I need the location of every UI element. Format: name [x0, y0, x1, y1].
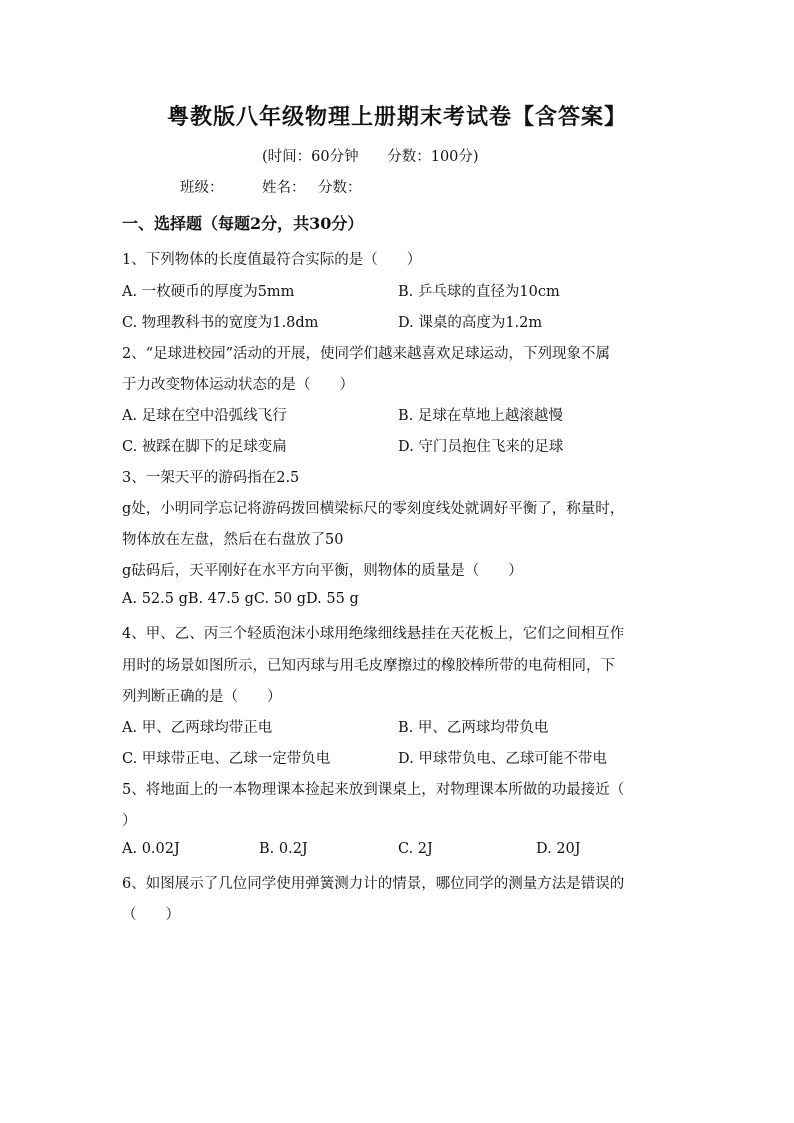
question-3-options: A. 52.5 gB. 47.5 gC. 50 gD. 55 g — [122, 591, 359, 607]
question-5-option-b: B. 0.2J — [259, 841, 308, 857]
question-1-option-a: A. 一枚硬币的厚度为5mm — [122, 284, 295, 300]
question-3-stem-line-2: g处，小明同学忘记将游码拨回横梁标尺的零刻度线处就调好平衡了，称量时， — [122, 501, 625, 517]
question-5-option-d: D. 20J — [536, 841, 581, 857]
question-6-stem-line-2: （ ） — [122, 907, 180, 923]
student-info-line — [180, 176, 362, 197]
score-label: 分数： — [318, 180, 362, 196]
question-2-option-b: B. 足球在草地上越滚越慢 — [398, 408, 563, 424]
question-5-option-a: A. 0.02J — [122, 841, 180, 857]
question-4-option-b: B. 甲、乙两球均带负电 — [398, 720, 549, 736]
question-4-stem-line-3: 列判断正确的是（ ） — [122, 689, 282, 705]
question-1-option-b: B. 乒乓球的直径为10cm — [398, 284, 560, 300]
question-5-stem-line-1: 5、将地面上的一本物理课本捡起来放到课桌上，对物理课本所做的功最接近（ — [122, 782, 625, 798]
question-2-option-a: A. 足球在空中沿弧线飞行 — [122, 408, 287, 424]
question-3-stem-line-4: g砝码后，天平刚好在水平方向平衡，则物体的质量是（ ） — [122, 563, 523, 579]
question-2-stem-line-2: 于力改变物体运动状态的是（ ） — [122, 377, 354, 393]
name-label: 姓名： — [262, 180, 306, 196]
time-info: (时间：60分钟 — [262, 149, 359, 165]
question-3-stem-line-3: 物体放在左盘，然后在右盘放了50 — [122, 532, 344, 548]
question-1-option-c: C. 物理教科书的宽度为1.8dm — [122, 315, 319, 331]
question-4-option-d: D. 甲球带负电、乙球可能不带电 — [398, 751, 607, 767]
exam-meta — [262, 145, 479, 166]
question-3-stem-line-1: 3、一架天平的游码指在2.5 — [122, 470, 300, 486]
question-2-option-c: C. 被踩在脚下的足球变扁 — [122, 439, 287, 455]
question-1-option-d: D. 课桌的高度为1.2m — [398, 315, 543, 331]
question-1-stem: 1、下列物体的长度值最符合实际的是（ ） — [122, 252, 422, 268]
question-2-stem-line-1: 2、“足球进校园”活动的开展，使同学们越来越喜欢足球运动，下列现象不属 — [122, 346, 611, 362]
class-label: 班级： — [180, 180, 224, 196]
question-6-stem-line-1: 6、如图展示了几位同学使用弹簧测力计的情景，哪位同学的测量方法是错误的 — [122, 876, 625, 892]
score-info: 分数：100分) — [387, 149, 479, 165]
question-4-option-c: C. 甲球带正电、乙球一定带负电 — [122, 751, 331, 767]
section-heading: 一、选择题（每题2分，共30分） — [122, 214, 364, 233]
question-4-stem-line-1: 4、甲、乙、丙三个轻质泡沫小球用绝缘细线悬挂在天花板上，它们之间相互作 — [122, 626, 625, 642]
question-5-stem-line-2: ） — [122, 813, 137, 829]
question-5-option-c: C. 2J — [398, 841, 433, 857]
question-4-option-a: A. 甲、乙两球均带正电 — [122, 720, 273, 736]
question-4-stem-line-2: 用时的场景如图所示，已知丙球与用毛皮摩擦过的橡胶棒所带的电荷相同，下 — [122, 658, 615, 674]
question-2-option-d: D. 守门员抱住飞来的足球 — [398, 439, 564, 455]
page-title: 粤教版八年级物理上册期末考试卷【含答案】 — [166, 104, 627, 130]
